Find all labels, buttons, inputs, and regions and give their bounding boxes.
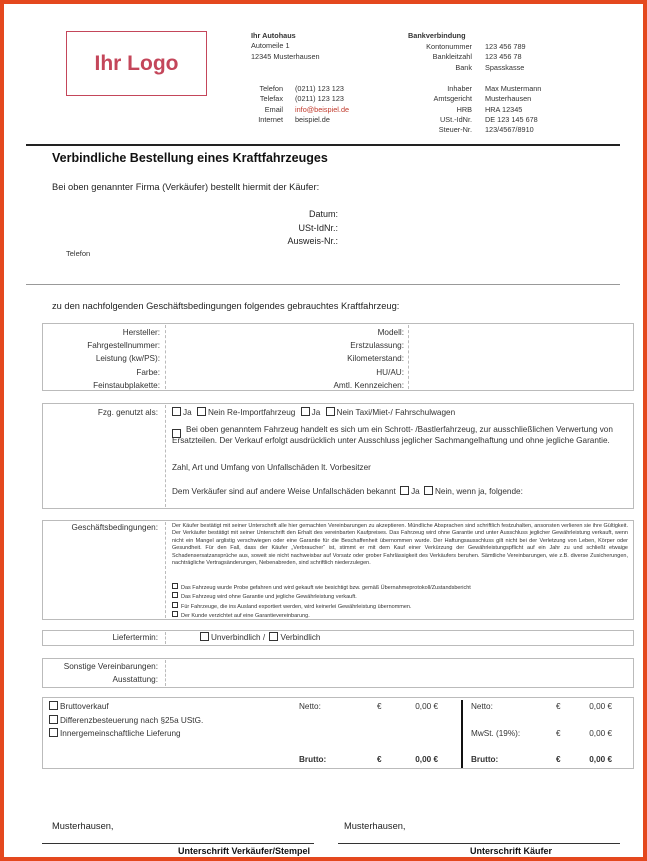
seller-signature-label: Unterschrift Verkäufer/Stempel — [178, 846, 311, 856]
binding-checkbox[interactable] — [269, 632, 278, 641]
usage-divider — [165, 405, 166, 507]
netto-label: Netto: — [299, 702, 321, 711]
price-separator — [461, 700, 463, 768]
other-divider — [165, 660, 166, 686]
brutto-currency-2: € — [556, 755, 561, 764]
other-labels: Sonstige Vereinbarungen: Ausstattung: — [63, 662, 158, 684]
condition-checkbox-1[interactable] — [172, 583, 178, 589]
taxi-checkbox[interactable] — [326, 407, 335, 416]
scrap-text: Bei oben genanntem Fahrzeug handelt es sich um ein Schrott- /Bastlerfahrzeug, zur ausschließlichen Verwertung von Ersatzteilen. Der Verkauf erfolgt ausdrücklich unter Ausschluss jeglicher Sachmangelhaftung und ohne jegliche Garantie. — [172, 425, 613, 445]
usage-yes-checkbox-2[interactable] — [301, 407, 310, 416]
intra-community-checkbox[interactable] — [49, 728, 58, 737]
netto-label-2: Netto: — [471, 702, 493, 711]
gross-sale-checkbox[interactable] — [49, 701, 58, 710]
brutto-value-2: 0,00 € — [589, 755, 612, 764]
email-link[interactable]: info@beispiel.de — [295, 104, 350, 114]
brutto-value: 0,00 € — [415, 755, 438, 764]
brutto-currency: € — [377, 755, 382, 764]
price-options: Bruttoverkauf Differenzbesteuerung nach §25a UStG. Innergemeinschaftliche Lieferung — [49, 700, 203, 741]
netto-currency: € — [377, 702, 382, 711]
seller-signature-line — [42, 843, 314, 844]
bank-values: 123 456 789 123 456 78 Spasskasse — [485, 42, 526, 72]
website-link[interactable]: beispiel.de — [295, 114, 330, 124]
usage-options: Ja Nein Re-Importfahrzeug Ja Nein Taxi/Miet-/ Fahrschulwagen — [172, 407, 455, 417]
seller-place: Musterhausen, — [52, 821, 114, 831]
company-street: Automeile 1 — [251, 41, 290, 51]
company-city: 12345 Musterhausen — [251, 51, 320, 61]
condition-checkbox-3[interactable] — [172, 602, 178, 608]
netto-currency-2: € — [556, 702, 561, 711]
buyer-divider — [26, 284, 620, 285]
vat-id-label: USt-IdNr.: — [298, 222, 338, 233]
vehicle-right-labels: Modell: Erstzulassung: Kilometerstand: HU/AU: Amtl. Kennzeichen: — [333, 328, 404, 390]
company-address — [251, 31, 320, 62]
registry-labels: Inhaber Amtsgericht HRB USt.-IdNr. Steuer-Nr. — [433, 84, 472, 135]
bank-title: Bankverbindung — [408, 31, 466, 40]
company-logo: Ihr Logo — [66, 31, 207, 96]
reimport-checkbox[interactable] — [197, 407, 206, 416]
usage-label: Fzg. genutzt als: — [97, 408, 158, 417]
company-contact-labels: Telefon Telefax Email Internet — [258, 84, 283, 124]
vat-label: MwSt. (19%): — [471, 729, 521, 738]
intro-text: Bei oben genannter Firma (Verkäufer) bestellt hiermit der Käufer: — [52, 182, 320, 192]
header-divider — [26, 144, 620, 146]
vehicle-left-labels: Hersteller: Fahrgestellnummer: Leistung (kw/PS): Farbe: Feinstaubplakette: — [87, 328, 160, 390]
damage-yes-checkbox[interactable] — [400, 486, 409, 495]
vat-currency: € — [556, 729, 561, 738]
brutto-label: Brutto: — [299, 755, 327, 764]
delivery-options: Unverbindlich / Verbindlich — [200, 632, 321, 642]
usage-yes-checkbox-1[interactable] — [172, 407, 181, 416]
other-damage-row: Dem Verkäufer sind auf andere Weise Unfallschäden bekannt Ja Nein, wenn ja, folgende: — [172, 487, 523, 496]
delivery-divider — [165, 632, 166, 644]
page-title: Verbindliche Bestellung eines Kraftfahrzeuges — [52, 151, 328, 165]
buyer-signature-line — [338, 843, 620, 844]
buyer-fields — [240, 208, 338, 249]
registry-values: Max Mustermann Musterhausen HRA 12345 DE 123 145 678 123/4567/8910 — [485, 84, 542, 135]
conditions-divider — [165, 522, 166, 618]
condition-checkbox-4[interactable] — [172, 611, 178, 617]
conditions-items: Das Fahrzeug wurde Probe gefahren und wird gekauft wie besichtigt bzw. gemäß Übernahmeprotokoll/Zustandsbericht Das Fahrzeug wird ohne Garantie und jegliche Gewährleistung verkauft. Für Fahrzeuge, die ins Ausland exportiert werden, wird keinerlei Gewährleistung übernommen. Der Kunde verzichtet auf eine Garantievereinbarung. — [172, 583, 628, 621]
terms-intro: zu den nachfolgenden Geschäftsbedingungen folgendes gebrauchtes Kraftfahrzeug: — [52, 301, 400, 311]
buyer-signature-label: Unterschrift Käufer — [470, 846, 553, 856]
nonbinding-checkbox[interactable] — [200, 632, 209, 641]
company-name: Ihr Autohaus — [251, 31, 296, 40]
netto-value-2: 0,00 € — [589, 702, 612, 711]
bank-labels: Kontonummer Bankleitzahl Bank — [426, 42, 472, 72]
damage-no-checkbox[interactable] — [424, 486, 433, 495]
phone-label: Telefon — [66, 249, 91, 258]
netto-value: 0,00 € — [415, 702, 438, 711]
delivery-label: Liefertermin: — [112, 633, 158, 642]
vehicle-divider-right — [408, 325, 409, 389]
company-contact-values: (0211) 123 123 (0211) 123 123 info@beispiel.de beispiel.de — [295, 84, 350, 124]
accidents-text: Zahl, Art und Umfang von Unfallschäden lt. Vorbesitzer — [172, 463, 371, 472]
date-label: Datum: — [308, 209, 338, 219]
vehicle-divider-left — [165, 325, 166, 389]
brutto-label-2: Brutto: — [471, 755, 499, 764]
condition-checkbox-2[interactable] — [172, 592, 178, 598]
conditions-text: Der Käufer bestätigt mit seiner Unterschrift alle hier gemachten Vereinbarungen zu akzeptieren. Mündliche Absprachen sind schriftlich festzuhalten, ansonsten verlieren sie ihre Gültigkeit. Der Verkäufer bestätigt mit seiner Unterschrift den Erhalt des vereinbarten Kaufpreises. Das Fahrzeug wird ohne Garantie und unter Ausschluss jeglicher Gewährleistung verkauft, wenn nicht ein Mangel arglistig verschwiegen oder eine Garantie für die Beschaffenheit übernommen wurde. Der Haftungsausschluss gilt nicht bei der Verletzung von Leben, Körper oder Gesundheit. Für den Fall, dass der Käufer „Verbraucher“ ist, stimmt er mit dem Kauf einer Verkürzung der Gewährleistungspflicht auf ein Jahr zu und schließt etwaige Schadensersatzansprüche aus, soweit sie nicht nachweisbar auf Vorsatz oder grober Fahrlässigkeit des Verkäufers beruhen. Sämtliche Vereinbarungen, wie z.B. diverse Zusicherungen, nachträgliche Vertragsänderungen, Nebenabreden, sind schriftlich niederzulegen. — [172, 523, 628, 567]
conditions-label: Geschäftsbedingungen: — [71, 523, 158, 532]
margin-tax-checkbox[interactable] — [49, 715, 58, 724]
buyer-place: Musterhausen, — [344, 821, 406, 831]
vat-value: 0,00 € — [589, 729, 612, 738]
id-number-label: Ausweis-Nr.: — [287, 236, 338, 246]
